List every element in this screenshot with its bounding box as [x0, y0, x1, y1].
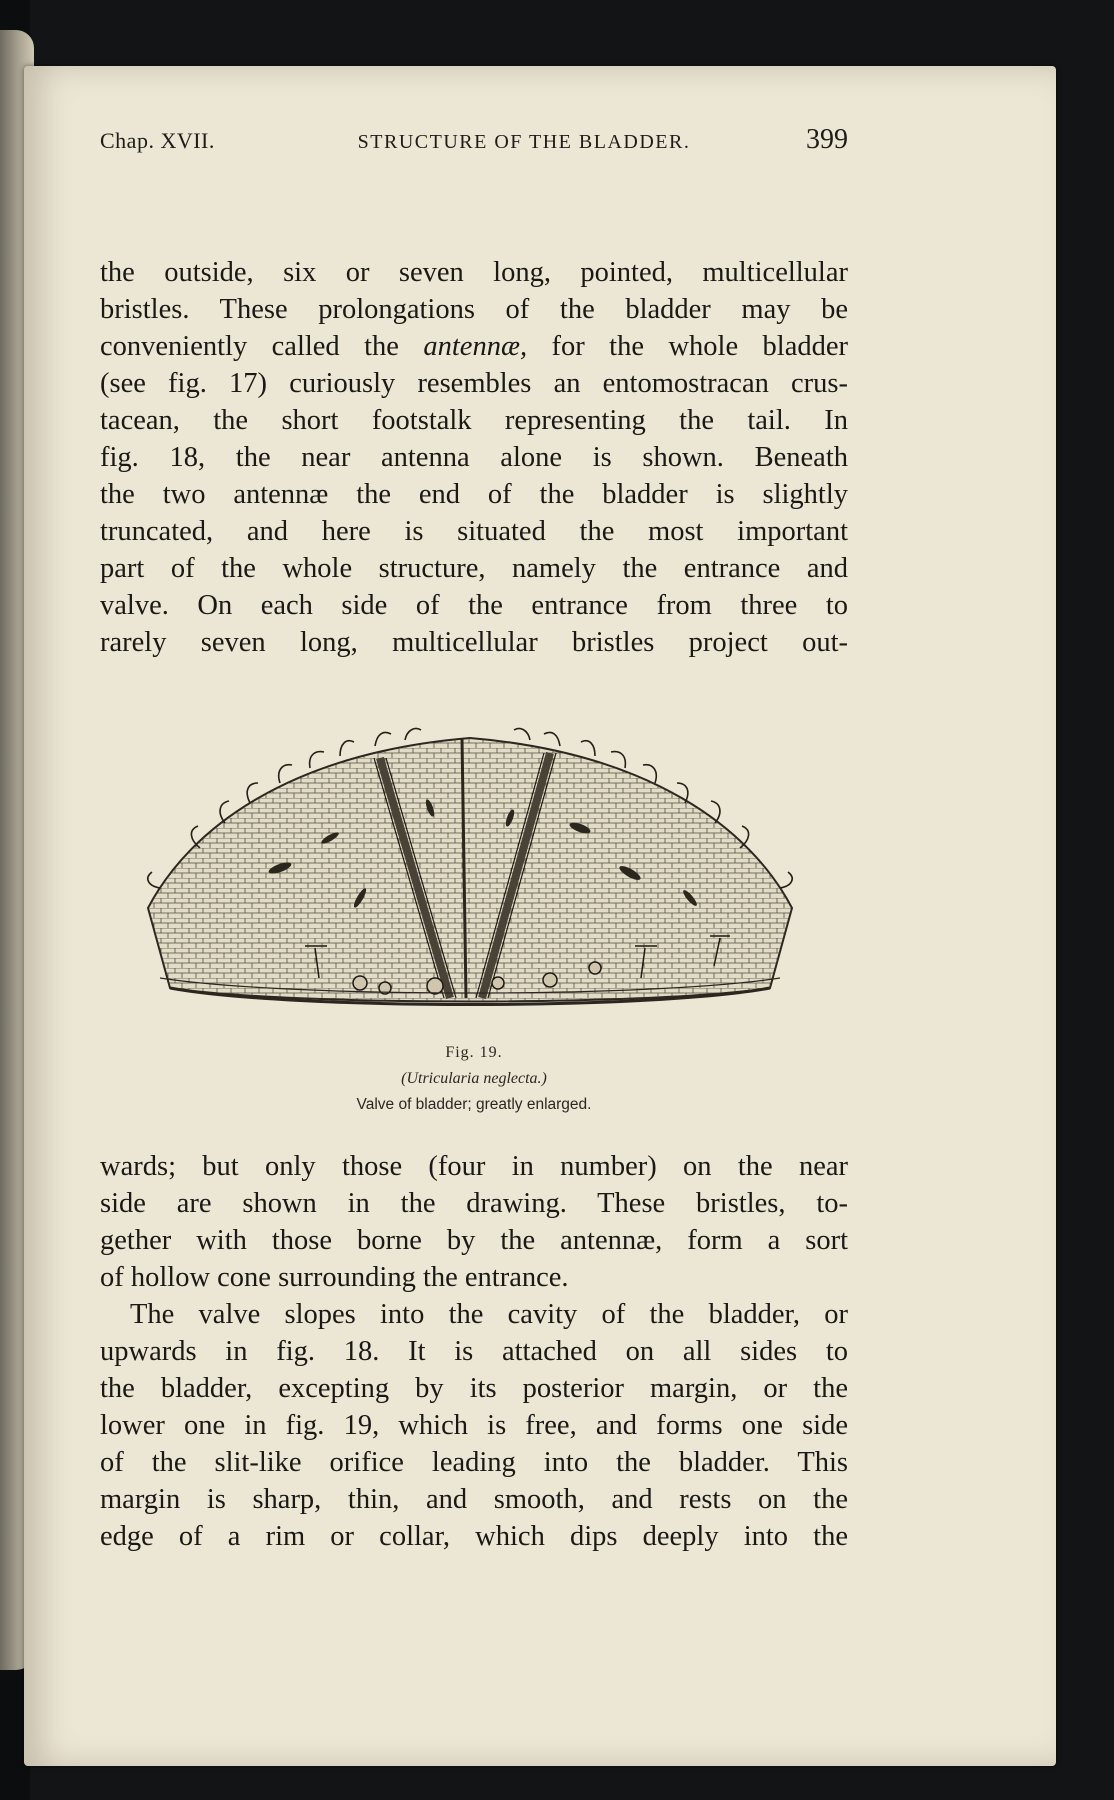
figure-label: Fig. 19.	[445, 1044, 503, 1061]
text-line: of the slit-like orifice leading into the bladder. This	[100, 1447, 848, 1478]
text-line: of hollow cone surrounding the entrance.	[100, 1262, 569, 1293]
text-line: (see fig. 17) curiously resembles an entomostracan crus-	[100, 368, 848, 399]
text-line: margin is sharp, thin, and smooth, and rests on the	[100, 1484, 848, 1515]
text-line: part of the whole structure, namely the entrance and	[100, 553, 848, 584]
running-head	[100, 124, 848, 160]
text-line: bristles. These prolongations of the bladder may be	[100, 294, 848, 325]
text-line: wards; but only those (four in number) on the near	[100, 1151, 848, 1182]
text-line: edge of a rim or collar, which dips deeply into the	[100, 1521, 848, 1552]
text-line: the two antennæ the end of the bladder is slightly	[100, 479, 848, 510]
figure-species: (Utricularia neglecta.)	[401, 1070, 547, 1087]
text-fragment: for the whole bladder	[551, 331, 848, 362]
running-title: STRUCTURE OF THE BLADDER.	[357, 131, 691, 153]
italic-term: antennæ,	[423, 331, 528, 362]
text-line: lower one in fig. 19, which is free, and forms one side	[100, 1410, 848, 1441]
text-line: The valve slopes into the cavity of the bladder, or	[130, 1299, 848, 1330]
text-line: the bladder, excepting by its posterior margin, or the	[100, 1373, 848, 1404]
text-fragment: conveniently called the	[100, 331, 399, 362]
text-line: the outside, six or seven long, pointed, multicellular	[100, 257, 848, 288]
figure-description: Valve of bladder; greatly enlarged.	[356, 1096, 592, 1113]
text-line	[100, 328, 848, 365]
text-line: rarely seven long, multicellular bristles project out-	[100, 627, 848, 658]
text-line: side are shown in the drawing. These bristles, to-	[100, 1188, 848, 1219]
figure-caption	[100, 1040, 848, 1118]
body-text-top	[100, 254, 848, 661]
text-line: gether with those borne by the antennæ, form a sort	[100, 1225, 848, 1256]
body-text-bottom	[100, 1148, 848, 1555]
text-line: valve. On each side of the entrance from three to	[100, 590, 848, 621]
text-line: upwards in fig. 18. It is attached on all sides to	[100, 1336, 848, 1367]
chapter-label: Chap. XVII.	[100, 128, 215, 153]
text-line: tacean, the short footstalk representing the tail. In	[100, 405, 848, 436]
text-line: fig. 18, the near antenna alone is shown. Beneath	[100, 442, 848, 473]
bladder-valve-illustration	[130, 698, 810, 1018]
text-line: truncated, and here is situated the most important	[100, 516, 848, 547]
page-number: 399	[806, 124, 848, 155]
